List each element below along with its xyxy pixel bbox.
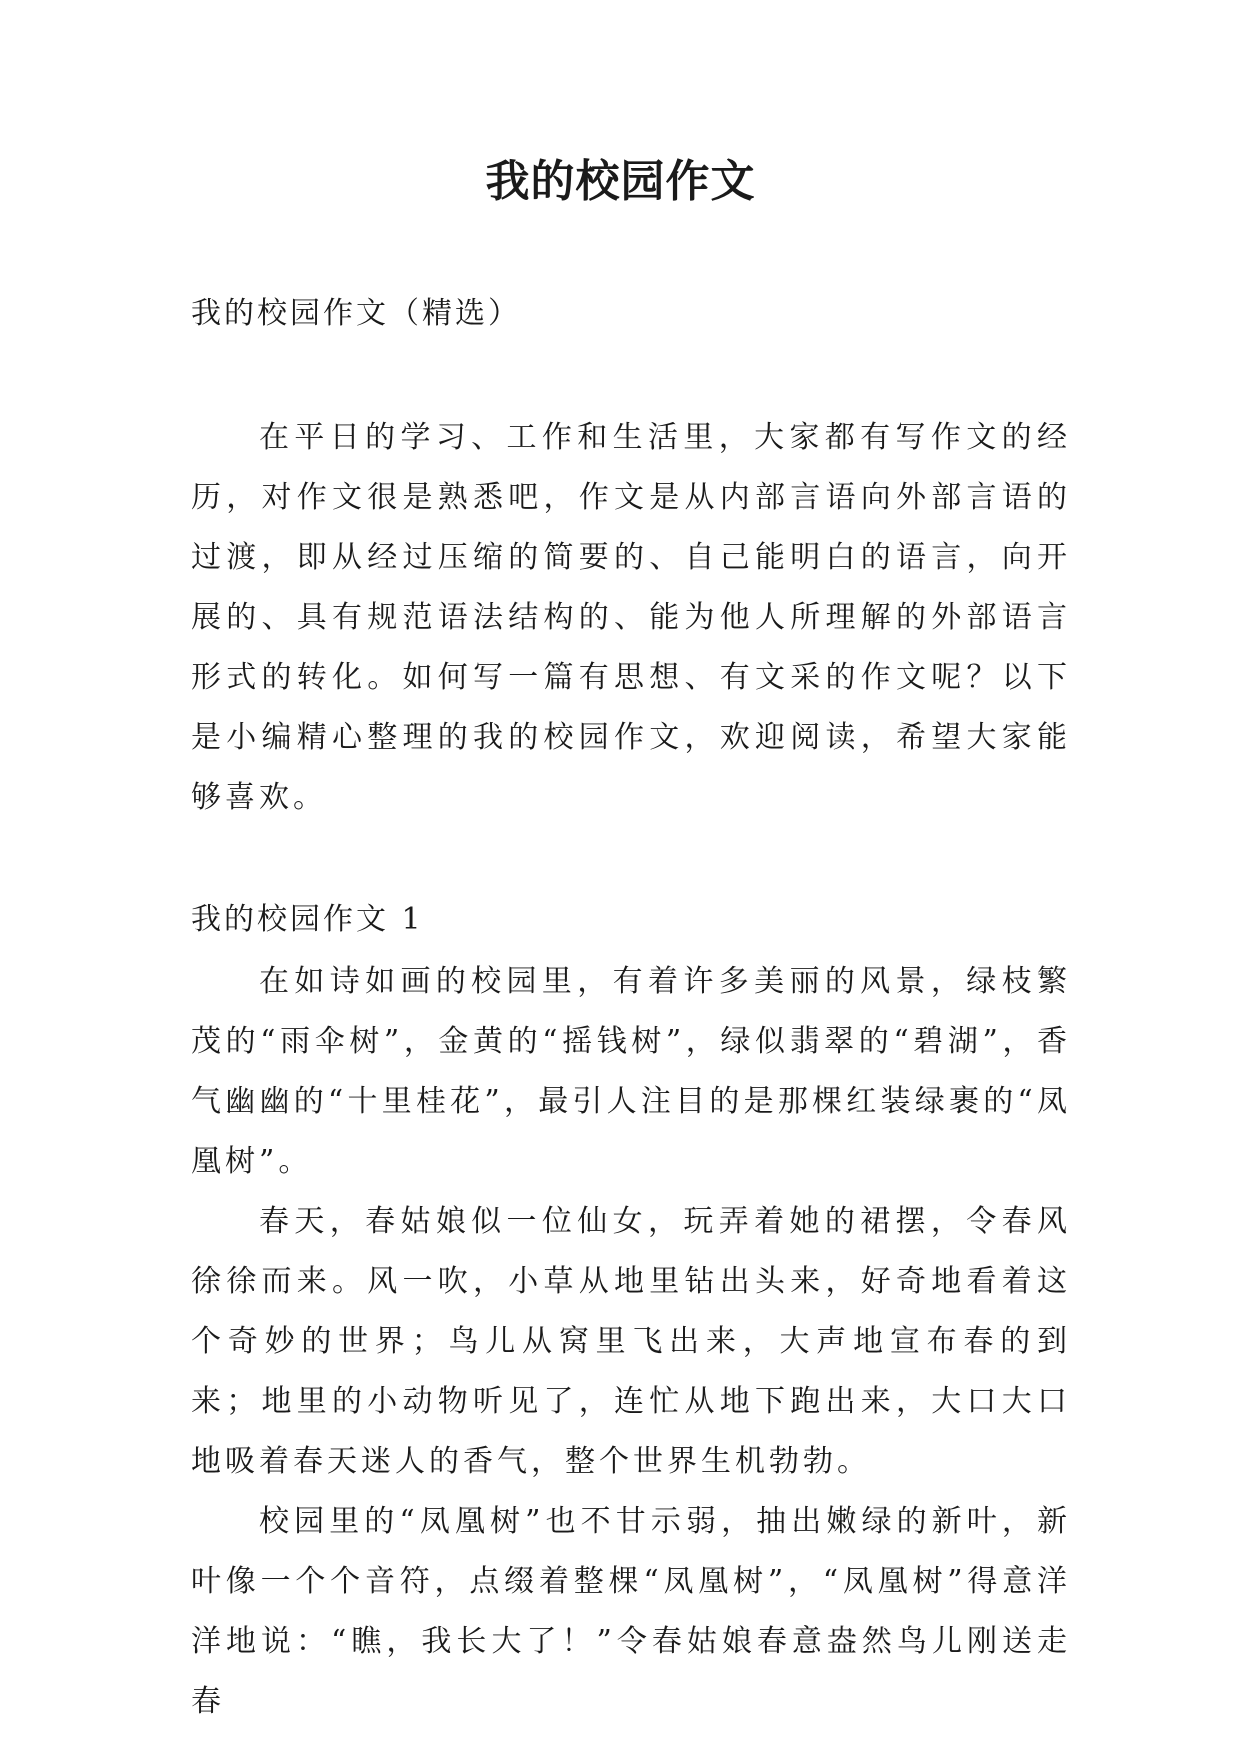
body-paragraph: 在如诗如画的校园里，有着许多美丽的风景，绿枝繁茂的“雨伞树”，金黄的“摇钱树”，绿似翡翠的“碧湖”，香气幽幽的“十里桂花”，最引人注目的是那棵红装绿裹的“凤凰树”。: [191, 964, 1071, 1179]
spacer: [191, 828, 1071, 890]
document-title: 我的校园作文: [485, 156, 756, 207]
body-paragraph: 春天，春姑娘似一位仙女，玩弄着她的裙摆，令春风徐徐而来。风一吹，小草从地里钻出头来，好奇地看着这个奇妙的世界；鸟儿从窝里飞出来，大声地宣布春的到来；地里的小动物听见了，连忙从地下跑出来，大口大口地吸着春天迷人的香气，整个世界生机勃勃。: [191, 1204, 1071, 1479]
document-subtitle: 我的校园作文（精选）: [191, 296, 521, 331]
body-paragraph: 校园里的“凤凰树”也不甘示弱，抽出嫩绿的新叶，新叶像一个个音符，点缀着整棵“凤凰树”，“凤凰树”得意洋洋地说：“瞧，我长大了！”令春姑娘春意盎然鸟儿刚送走春: [191, 1504, 1071, 1719]
section-heading: 我的校园作文 1: [191, 902, 424, 937]
document-body: [191, 284, 1071, 1732]
intro-paragraph: 在平日的学习、工作和生活里，大家都有写作文的经历，对作文很是熟悉吧，作文是从内部言语向外部言语的过渡，即从经过压缩的简要的、自己能明白的语言，向开展的、具有规范语法结构的、能为他人所理解的外部语言形式的转化。如何写一篇有思想、有文采的作文呢？以下是小编精心整理的我的校园作文，欢迎阅读，希望大家能够喜欢。: [191, 420, 1071, 815]
spacer: [191, 344, 1071, 408]
